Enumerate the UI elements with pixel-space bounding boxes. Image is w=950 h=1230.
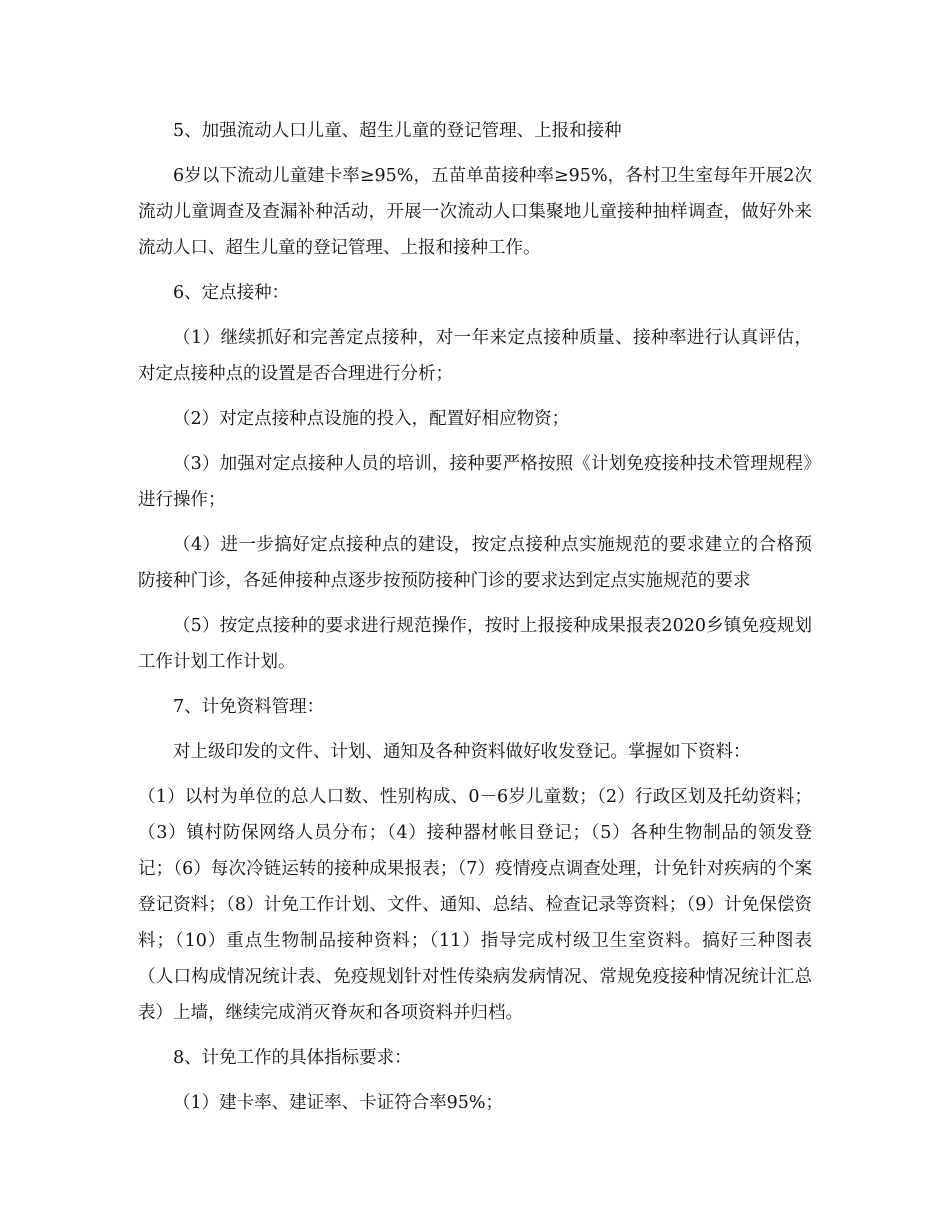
section-heading-indicator-requirements: 8、计免工作的具体指标要求： bbox=[173, 1048, 412, 1068]
paragraph-records-intro: 对上级印发的文件、计划、通知及各种资料做好收发登记。掌握如下资料： bbox=[173, 742, 751, 762]
list-item-fixed-point-3: （3）加强对定点接种人员的培训，接种要严格按照《计划免疫接种技术管理规程》进行操作； bbox=[138, 454, 812, 510]
list-item-fixed-point-2: （2）对定点接种点设施的投入，配置好相应物资； bbox=[173, 409, 570, 429]
paragraph-floating-children-targets: 6岁以下流动儿童建卡率≥95%，五苗单苗接种率≥95%，各村卫生室每年开展2次流动儿童调查及查漏补种活动，开展一次流动人口集聚地儿童接种抽样调查，做好外来流动人口、超生儿童的登记管理、上报和接种工作。 bbox=[138, 166, 812, 258]
list-item-fixed-point-5: （5）按定点接种的要求进行规范操作，按时上报接种成果报表2020乡镇免疫规划工作计划工作计划。 bbox=[138, 616, 812, 672]
section-heading-fixed-point-vaccination: 6、定点接种： bbox=[173, 283, 290, 303]
paragraph-records-list: （1）以村为单位的总人口数、性别构成、0－6岁儿童数；（2）行政区划及托幼资料；（3）镇村防保网络人员分布；（4）接种器材帐目登记；（5）各种生物制品的领发登记；（6）每次冷链运转的接种成果报表；（7）疫情疫点调查处理，计免针对疾病的个案登记资料；（8）计免工作计划、文件、通知、总结、检查记录等资料；（9）计免保偿资料；（10）重点生物制品接种资料；（11）指导完成村级卫生室资料。搞好三种图表（人口构成情况统计表、免疫规划针对性传染病发病情况、常规免疫接种情况统计汇总表）上墙，继续完成消灭脊灰和各项资料并归档。 bbox=[138, 787, 812, 1023]
list-item-indicator-1: （1）建卡率、建证率、卡证符合率95%； bbox=[173, 1093, 504, 1113]
section-heading-floating-population: 5、加强流动人口儿童、超生儿童的登记管理、上报和接种 bbox=[173, 121, 622, 141]
list-item-fixed-point-1: （1）继续抓好和完善定点接种，对一年来定点接种质量、接种率进行认真评估，对定点接种点的设置是否合理进行分析； bbox=[138, 328, 812, 384]
section-heading-records-management: 7、计免资料管理： bbox=[173, 697, 325, 717]
list-item-fixed-point-4: （4）进一步搞好定点接种点的建设，按定点接种点实施规范的要求建立的合格预防接种门诊，各延伸接种点逐步按预防接种门诊的要求达到定点实施规范的要求 bbox=[138, 535, 812, 591]
